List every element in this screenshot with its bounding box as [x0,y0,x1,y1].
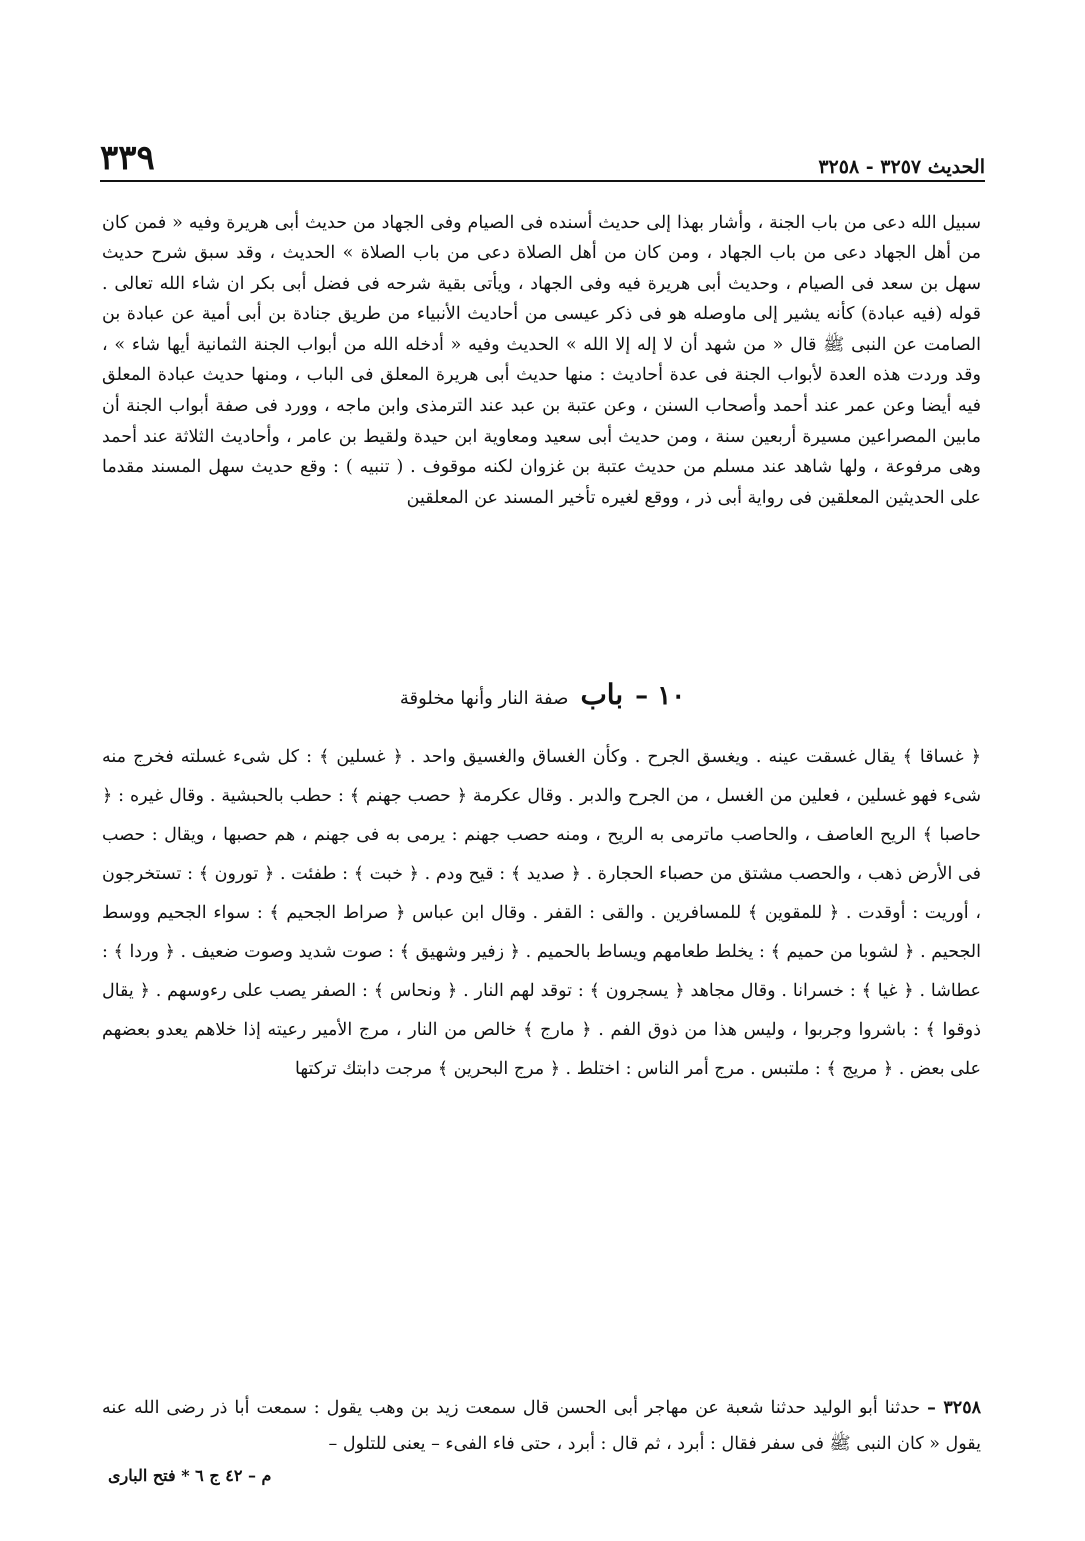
chapter-heading [100,678,985,711]
hadith-text: حدثنا أبو الوليد حدثنا شعبة عن مهاجر أبى الحسن قال سمعت زيد بن وهب يقول : سمعت أبا ذر رضى الله عنه يقول « كان النبى ﷺ فى سفر فقال : أبرد ، ثم قال : أبرد ، حتى فاء الفىء – يعنى للتلول – [102,1397,981,1454]
footer-note: م – ٤٢ ج ٦ * فتح البارى [108,1466,272,1485]
hadith-number: ٣٢٥٨ – [927,1397,981,1418]
chapter-bab-label: باب [580,678,624,711]
intro-paragraph: سبيل الله دعى من باب الجنة ، وأشار بهذا إلى حديث أسنده فى الصيام وفى الجهاد من حديث أبى هريرة وفيه « فمن كان من أهل الجهاد دعى من باب الجهاد ، ومن كان من أهل الصلاة دعى من باب الصلاة » الحديث ، وقد سبق شرح حديث سهل بن سعد فى الصيام ، وحديث أبى هريرة فيه وفى الجهاد ، ويأتى بقية شرحه فى فضل أبى بكر ان شاء الله تعالى . قوله (فيه عبادة) كأنه يشير إلى ماوصله هو فى ذكر عيسى من أحاديث الأنبياء من طريق جنادة بن أبى أمية عن عبادة بن الصامت عن النبى ﷺ قال « من شهد أن لا إله إلا الله » الحديث وفيه « أدخله الله من أبواب الجنة الثمانية أيها شاء » ، وقد وردت هذه العدة لأبواب الجنة فى عدة أحاديث : منها حديث أبى هريرة المعلق فى الباب ، ومنها حديث عبادة المعلق فيه أيضا وعن عمر عند أحمد وأصحاب السنن ، وعن عتبة بن عبد عند الترمذى وابن ماجه ، وورد فى صفة أبواب الجنة أن مابين المصراعين مسيرة أربعين سنة ، ومن حديث أبى سعيد ومعاوية ابن حيدة ولقيط بن عامر ، وأحاديث الثلاثة عند أحمد وهى مرفوعة ، ولها شاهد عند مسلم من حديث عتبة بن غزوان لكنه موقوف . ( تنبيه ) : وقع حديث سهل المسند مقدما على الحديثين المعلقين فى رواية أبى ذر ، ووقع لغيره تأخير المسند عن المعلقين [102,212,981,508]
page-header [100,138,985,178]
page-number: ٣٣٩ [100,138,155,178]
running-title: الحديث ٣٢٥٧ - ٣٢٥٨ [818,156,985,178]
hadith-paragraph [102,1390,981,1462]
chapter-number: ١٠ – [635,681,686,711]
header-rule [100,180,985,182]
chapter-title: صفة النار وأنها مخلوقة [399,688,569,709]
glosses-paragraph: ﴿ غساقا ﴾ يقال غسقت عينه . ويغسق الجرح . وكأن الغساق والغسيق واحد . ﴿ غسلين ﴾ : كل شىء غسلته فخرج منه شىء فهو غسلين ، فعلين من الغسل ، من الجرح والدبر . وقال عكرمة ﴿ حصب جهنم ﴾ : حطب بالحبشية . وقال غيره : ﴿ حاصبا ﴾ الريح العاصف ، والحاصب ماترمى به الريح ، ومنه حصب جهنم : يرمى به فى جهنم ، هم حصبها ، ويقال : حصب فى الأرض ذهب ، والحصب مشتق من حصباء الحجارة . ﴿ صديد ﴾ : قيح ودم . ﴿ خبت ﴾ : طفئت . ﴿ تورون ﴾ : تستخرجون ، أوريت : أوقدت . ﴿ للمقوين ﴾ للمسافرين . والقى : القفر . وقال ابن عباس ﴿ صراط الجحيم ﴾ : سواء الجحيم ووسط الجحيم . ﴿ لشوبا من حميم ﴾ : يخلط طعامهم ويساط بالحميم . ﴿ زفير وشهيق ﴾ : صوت شديد وصوت ضعيف . ﴿ وردا ﴾ : عطاشا . ﴿ غيا ﴾ : خسرانا . وقال مجاهد ﴿ يسجرون ﴾ : توقد لهم النار . ﴿ ونحاس ﴾ : الصفر يصب على رءوسهم . ﴿ يقال ذوقوا ﴾ : باشروا وجربوا ، وليس هذا من ذوق الفم . ﴿ مارج ﴾ خالص من النار ، مرج الأمير رعيته إذا خلاهم يعدو بعضهم على بعض . ﴿ مريج ﴾ : ملتبس . مرج أمر الناس : اختلط . ﴿ مرج البحرين ﴾ مرجت دابتك تركتها [102,746,981,1079]
